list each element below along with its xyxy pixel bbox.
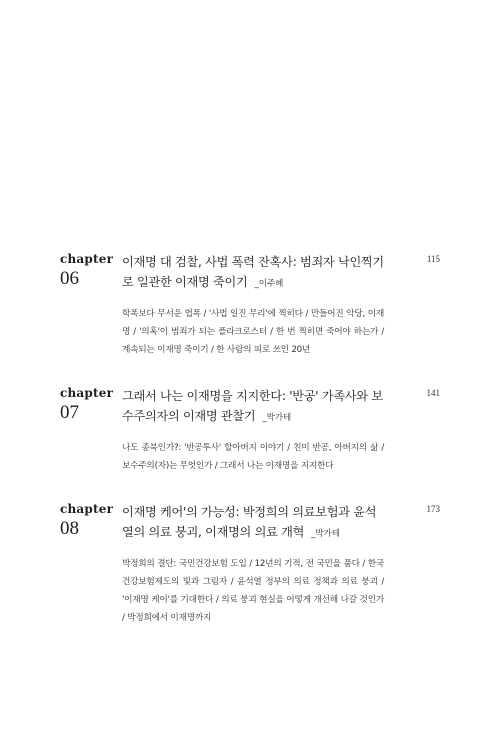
chapter-summary: 학폭보다 무서운 법폭 / '사법 일진 무리'에 찍히다 / 만들어진 악당, 이재명 / '의혹'이 범죄가 되는 플라크로스터 / 한 번 찍히면 죽어야 하는가 / 계속되는 이재명 죽이기 / 한 사람의 피로 쓰인 20년	[122, 309, 384, 355]
chapter-summary: 박정희의 결단: 국민건강보험 도입 / 12년의 기적, 전 국민을 품다 / 한국 건강보험제도의 빛과 그림자 / 윤석열 정부의 의료 정책과 의료 붕괴 / '이재명 케어'를 기대한다 / 의료 붕괴 현실을 어떻게 개선해 나갈 것인가 / 박정희에서 이재명까지	[122, 559, 384, 623]
chapter-author: _박가테	[311, 529, 340, 539]
chapter-label	[60, 502, 122, 540]
page-number: 115	[426, 254, 440, 264]
chapter-title	[122, 386, 384, 428]
chapter-content	[122, 252, 384, 359]
chapter-author: _이주혜	[254, 279, 284, 289]
chapter-word: chapter	[60, 252, 114, 266]
toc-entry-chapter-08	[60, 502, 440, 627]
chapter-title-text: 이재명 대 검찰, 사법 폭력 잔혹사: 범죄자 낙인찍기로 일관한 이재명 죽이기	[122, 255, 384, 289]
chapter-word: chapter	[60, 386, 114, 400]
chapter-label	[60, 386, 122, 424]
chapter-author: _박가테	[262, 413, 292, 423]
chapter-number: 06	[60, 268, 79, 289]
chapter-title-text: 이재명 케어'의 가능성: 박정희의 의료보험과 윤석열의 의료 붕괴, 이재명의 의료 개혁	[122, 505, 377, 539]
chapter-number: 07	[60, 402, 79, 423]
chapter-label	[60, 252, 122, 290]
chapter-word: chapter	[60, 502, 114, 516]
chapter-content	[122, 502, 384, 627]
chapter-summary: 나도 종북인가?: '반공투사' 할아버지 이야기 / 친미 반공, 아버지의 삶 / 보수주의(자)는 무엇인가 / 그래서 나는 이재명을 지지한다	[122, 443, 384, 471]
page-number: 141	[426, 388, 440, 398]
chapter-title	[122, 252, 384, 294]
page-number: 173	[426, 504, 440, 514]
table-of-contents	[60, 252, 440, 627]
chapter-title	[122, 502, 384, 544]
toc-entry-chapter-07	[60, 386, 440, 475]
toc-entry-chapter-06	[60, 252, 440, 359]
chapter-content	[122, 386, 384, 475]
chapter-title-text: 그래서 나는 이재명을 지지한다: '반공' 가족사와 보수주의자의 이재명 관찰기	[122, 389, 383, 423]
chapter-number: 08	[60, 518, 79, 539]
